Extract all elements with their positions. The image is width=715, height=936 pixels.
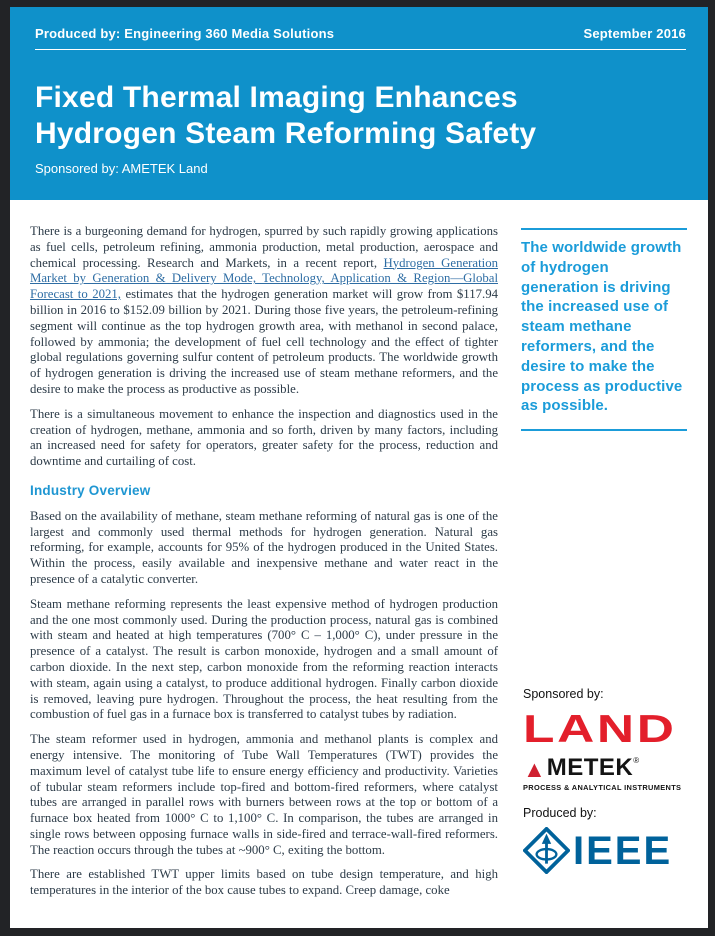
section-heading-industry-overview: Industry Overview (30, 482, 151, 498)
pull-quote-text: The worldwide growth of hydrogen generation is driving the increased use of steam methane reformers, and the desire to make the process as productive as possible. (521, 239, 683, 415)
paragraph-1-text-before: There is a burgeoning demand for hydrogen, spurred by such rapidly growing applications as fuel cells, petroleum refining, ammonia production, metal production, aerospace and chemical processing. Research and Markets, in a recent report, (30, 224, 498, 270)
header-banner (10, 7, 708, 200)
title-line-1: Fixed Thermal Imaging Enhances (35, 81, 518, 114)
paragraph-1 (30, 224, 498, 398)
page-title (35, 80, 708, 152)
issue-date: September 2016 (583, 26, 686, 41)
pull-quote (521, 228, 687, 431)
sponsored-by-label: Sponsored by: (523, 687, 604, 701)
header-divider (35, 49, 686, 50)
report-link[interactable]: Hydrogen Generation Market by Generation & Delivery Mode, Technology, Application & Region—Global Forecast to 2021, (30, 255, 498, 302)
ametek-a-triangle-icon: ▲ (523, 756, 546, 782)
ametek-logo-text: METEK (546, 754, 634, 781)
land-logo: LAND (523, 708, 677, 751)
paragraph-5: The steam reformer used in hydrogen, ammonia and methanol plants is complex and energy intensive. The monitoring of Tube Wall Temperatures (TWT) provides the maximum level of catalyst tube life to ensure energy efficiency and productivity. Varieties of tubular steam reformers include top-fired and bottom-fired reformers, where catalyst tubes are arranged in parallel rows with burners between rows at the top or bottom of a furnace box heated from 1000° C to 1,100° C. In comparison, the tubes are arranged in single rows between opposing furnace walls in side-fired and terrace-wall-fired reformers. The reaction occurs through the tubes at ~900° C, exiting the bottom. (30, 732, 498, 857)
paragraph-3: Based on the availability of methane, steam methane reforming of natural gas is one of the largest and commonly used thermal methods for hydrogen generation. Natural gas reforming, for example, accounts for 95% of the hydrogen produced in the United States. Within the process, easily available and inexpensive methane and water react in the presence of a catalytic converter. (30, 508, 498, 586)
paragraph-1-text-after: estimates that the hydrogen generation market will grow from $117.94 billion in 2016 to $152.09 billion by 2021. During those five years, the petroleum-refining segment will continue as the top hydrogen growth area, with methanol in second palace, followed by ammonia; the development of fuel cell technology and the effect of tighter global regulations governing sulfur content of petroleum products. The worldwide growth of hydrogen generation is driving the increased use of steam methane reformers, and the desire to make the process as productive as possible. (30, 287, 498, 396)
ametek-logo (523, 756, 695, 780)
ametek-tagline: PROCESS & ANALYTICAL INSTRUMENTS (523, 783, 682, 792)
registered-trademark-icon: ® (633, 756, 640, 765)
paragraph-2: There is a simultaneous movement to enhance the inspection and diagnostics used in the creation of hydrogen, methane, ammonia and so forth, driven by many factors, including an increased need for safety for operators, greater safety for the process, reduction and downtime and curtailing of cost. (30, 406, 498, 469)
ieee-diamond-icon (523, 827, 570, 874)
paragraph-4: Steam methane reforming represents the least expensive method of hydrogen production and the one most commonly used. During the production process, natural gas is combined with steam and heated at high temperatures (700° C – 1,000° C), under pressure in the presence of a catalyst. The result is carbon monoxide, hydrogen and a small amount of carbon dioxide. In the next step, carbon monoxide from the reforming reaction interacts with steam, again using a catalyst, to produce additional hydrogen. Finally carbon dioxide is removed, leaving pure hydrogen. Throughout the process, the heat resulting from the combustion of fuel gas in a furnace box is transferred to catalyst tubes by radiation. (30, 596, 498, 722)
paragraph-6: There are established TWT upper limits based on tube design temperature, and high temperatures in the interior of the box cause tubes to expand. Creep damage, coke (30, 867, 498, 898)
article-body (30, 224, 498, 908)
logo-sidebar (523, 687, 695, 874)
produced-by-text: Produced by: Engineering 360 Media Solutions (35, 26, 335, 41)
ieee-logo-text: IEEE (573, 828, 673, 873)
ieee-logo (523, 827, 695, 874)
header-top-row (10, 7, 708, 41)
sponsored-by-text: Sponsored by: AMETEK Land (35, 161, 208, 176)
produced-by-label: Produced by: (523, 806, 597, 820)
document-page (10, 7, 708, 928)
title-line-2: Hydrogen Steam Reforming Safety (35, 117, 537, 150)
